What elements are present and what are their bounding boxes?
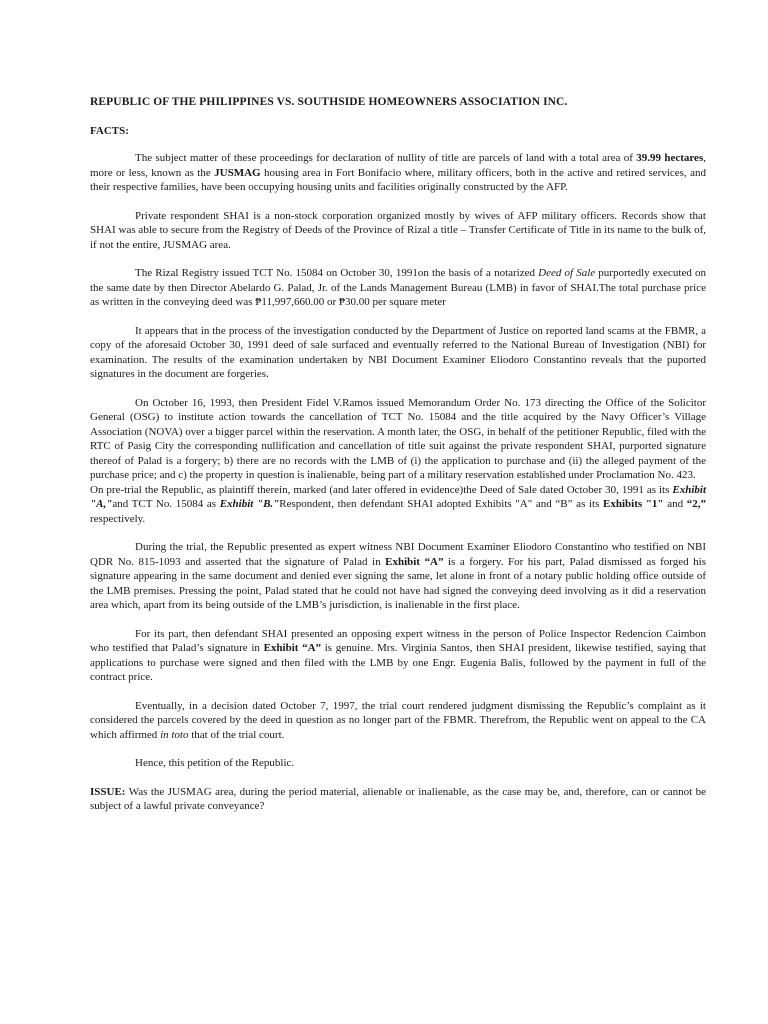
facts-heading: FACTS: (90, 124, 129, 137)
paragraph-subject-matter: The subject matter of these proceedings for declaration of nullity of title are parcels of land with a total area of 39.99 hectares, more or less, known as the JUSMAG housing area in Fort Bonifacio where, military officers, both in the active and retired services, and their respective families, have been occupying housing units and facilities originally constructed by the AFP. (90, 152, 706, 193)
paragraph-pre-trial: On pre-trial the Republic, as plaintiff therein, marked (and later offered in evidence)the Deed of Sale dated October 30, 1991 as its Exhibit "A,"and TCT No. 15084 as Exhibit "B."Respondent, then defendant SHAI adopted Exhibits "A" and “B” as its Exhibits "1" and “2,” respectively. (90, 483, 706, 525)
paragraph-rizal-registry: The Rizal Registry issued TCT No. 15084 on October 30, 1991on the basis of a notarized Deed of Sale purportedly executed on the same date by then Director Abelardo G. Palad, Jr. of the Lands Management Bureau (LMB) in favor of SHAI.The total purchase price as written in the conveying deed was ₱11,997,660.00 or ₱30.00 per square meter (90, 267, 707, 308)
case-title: REPUBLIC OF THE PHILIPPINES VS. SOUTHSIDE HOMEOWNERS ASSOCIATION INC. (90, 96, 568, 108)
document-body (90, 95, 706, 828)
paragraph-petition: Hence, this petition of the Republic. (135, 757, 295, 769)
paragraph-investigation: It appears that in the process of the investigation conducted by the Department of Justice on reported land scams at the FBMR, a copy of the aforesaid October 30, 1991 deed of sale surfaced and eventually referred to the National Bureau of Investigation (NBI) for examination. The results of the examination undertaken by NBI Document Examiner Eliodoro Constantino reveals that the puported signatures in the document are forgeries. (90, 324, 706, 380)
issue-paragraph (90, 785, 706, 814)
paragraph-decision: Eventually, in a decision dated October 7, 1997, the trial court rendered judgment dismissing the Republic’s complaint as it considered the parcels covered by the deed in question as no longer part of the FBMR. Therefrom, the Republic went on appeal to the CA which affirmed in toto that of the trial court. (90, 699, 706, 741)
paragraph-trial-republic: During the trial, the Republic presented as expert witness NBI Document Examiner Eliodoro Constantino who testified on NBI QDR No. 815-1093 and asserted that the signature of Palad in Exhibit “A” is a forgery. For his part, Palad dismissed as forged his signature appearing in the same document and denied ever signing the same, let alone in front of a notary public holding office outside of the LMB premises. Pressing the point, Palad stated that he could not have had signed the conveying deed involving as it did a reservation area which, apart from its being outside of the LMB’s jurisdiction, is inalienable in the first place. (90, 541, 706, 611)
issue-text: Was the JUSMAG area, during the period material, alienable or inalienable, as the case may be, and, therefore, can or cannot be subject of a lawful private conveyance? (90, 785, 706, 812)
issue-label: ISSUE: (90, 785, 126, 798)
paragraph-private-respondent: Private respondent SHAI is a non-stock corporation organized mostly by wives of AFP military officers. Records show that SHAI was able to secure from the Registry of Deeds of the Province of Rizal a title – Transfer Certificate of Title in its name to the bulk of, if not the entire, JUSMAG area. (90, 209, 706, 251)
paragraph-memorandum-order: On October 16, 1993, then President Fidel V.Ramos issued Memorandum Order No. 173 directing the Office of the Solicitor General (OSG) to institute action towards the cancellation of TCT No. 15084 and the title acquired by the Navy Officer’s Village Association (NOVA) over a bigger parcel within the reservation. A month later, the OSG, in behalf of the petitioner Republic, filed with the RTC of Pasig City the corresponding nullification and cancellation of title suit against the private respondent SHAI, purported signature thereof of Palad is a forgery; b) there are no records with the LMB of (i) the application to purchase and (ii) the alleged payment of the purchase price; and c) the property in question is inalienable, being part of a military reservation established under Proclamation No. 423. (90, 396, 706, 481)
paragraph-trial-shai: For its part, then defendant SHAI presented an opposing expert witness in the person of Police Inspector Redencion Caimbon who testified that Palad’s signature in Exhibit “A” is genuine. Mrs. Virginia Santos, then SHAI president, likewise testified, saying that applications to purchase were signed and then filed with the LMB by one Engr. Eugenia Balis, followed by the payment in full of the contract price. (90, 627, 706, 683)
